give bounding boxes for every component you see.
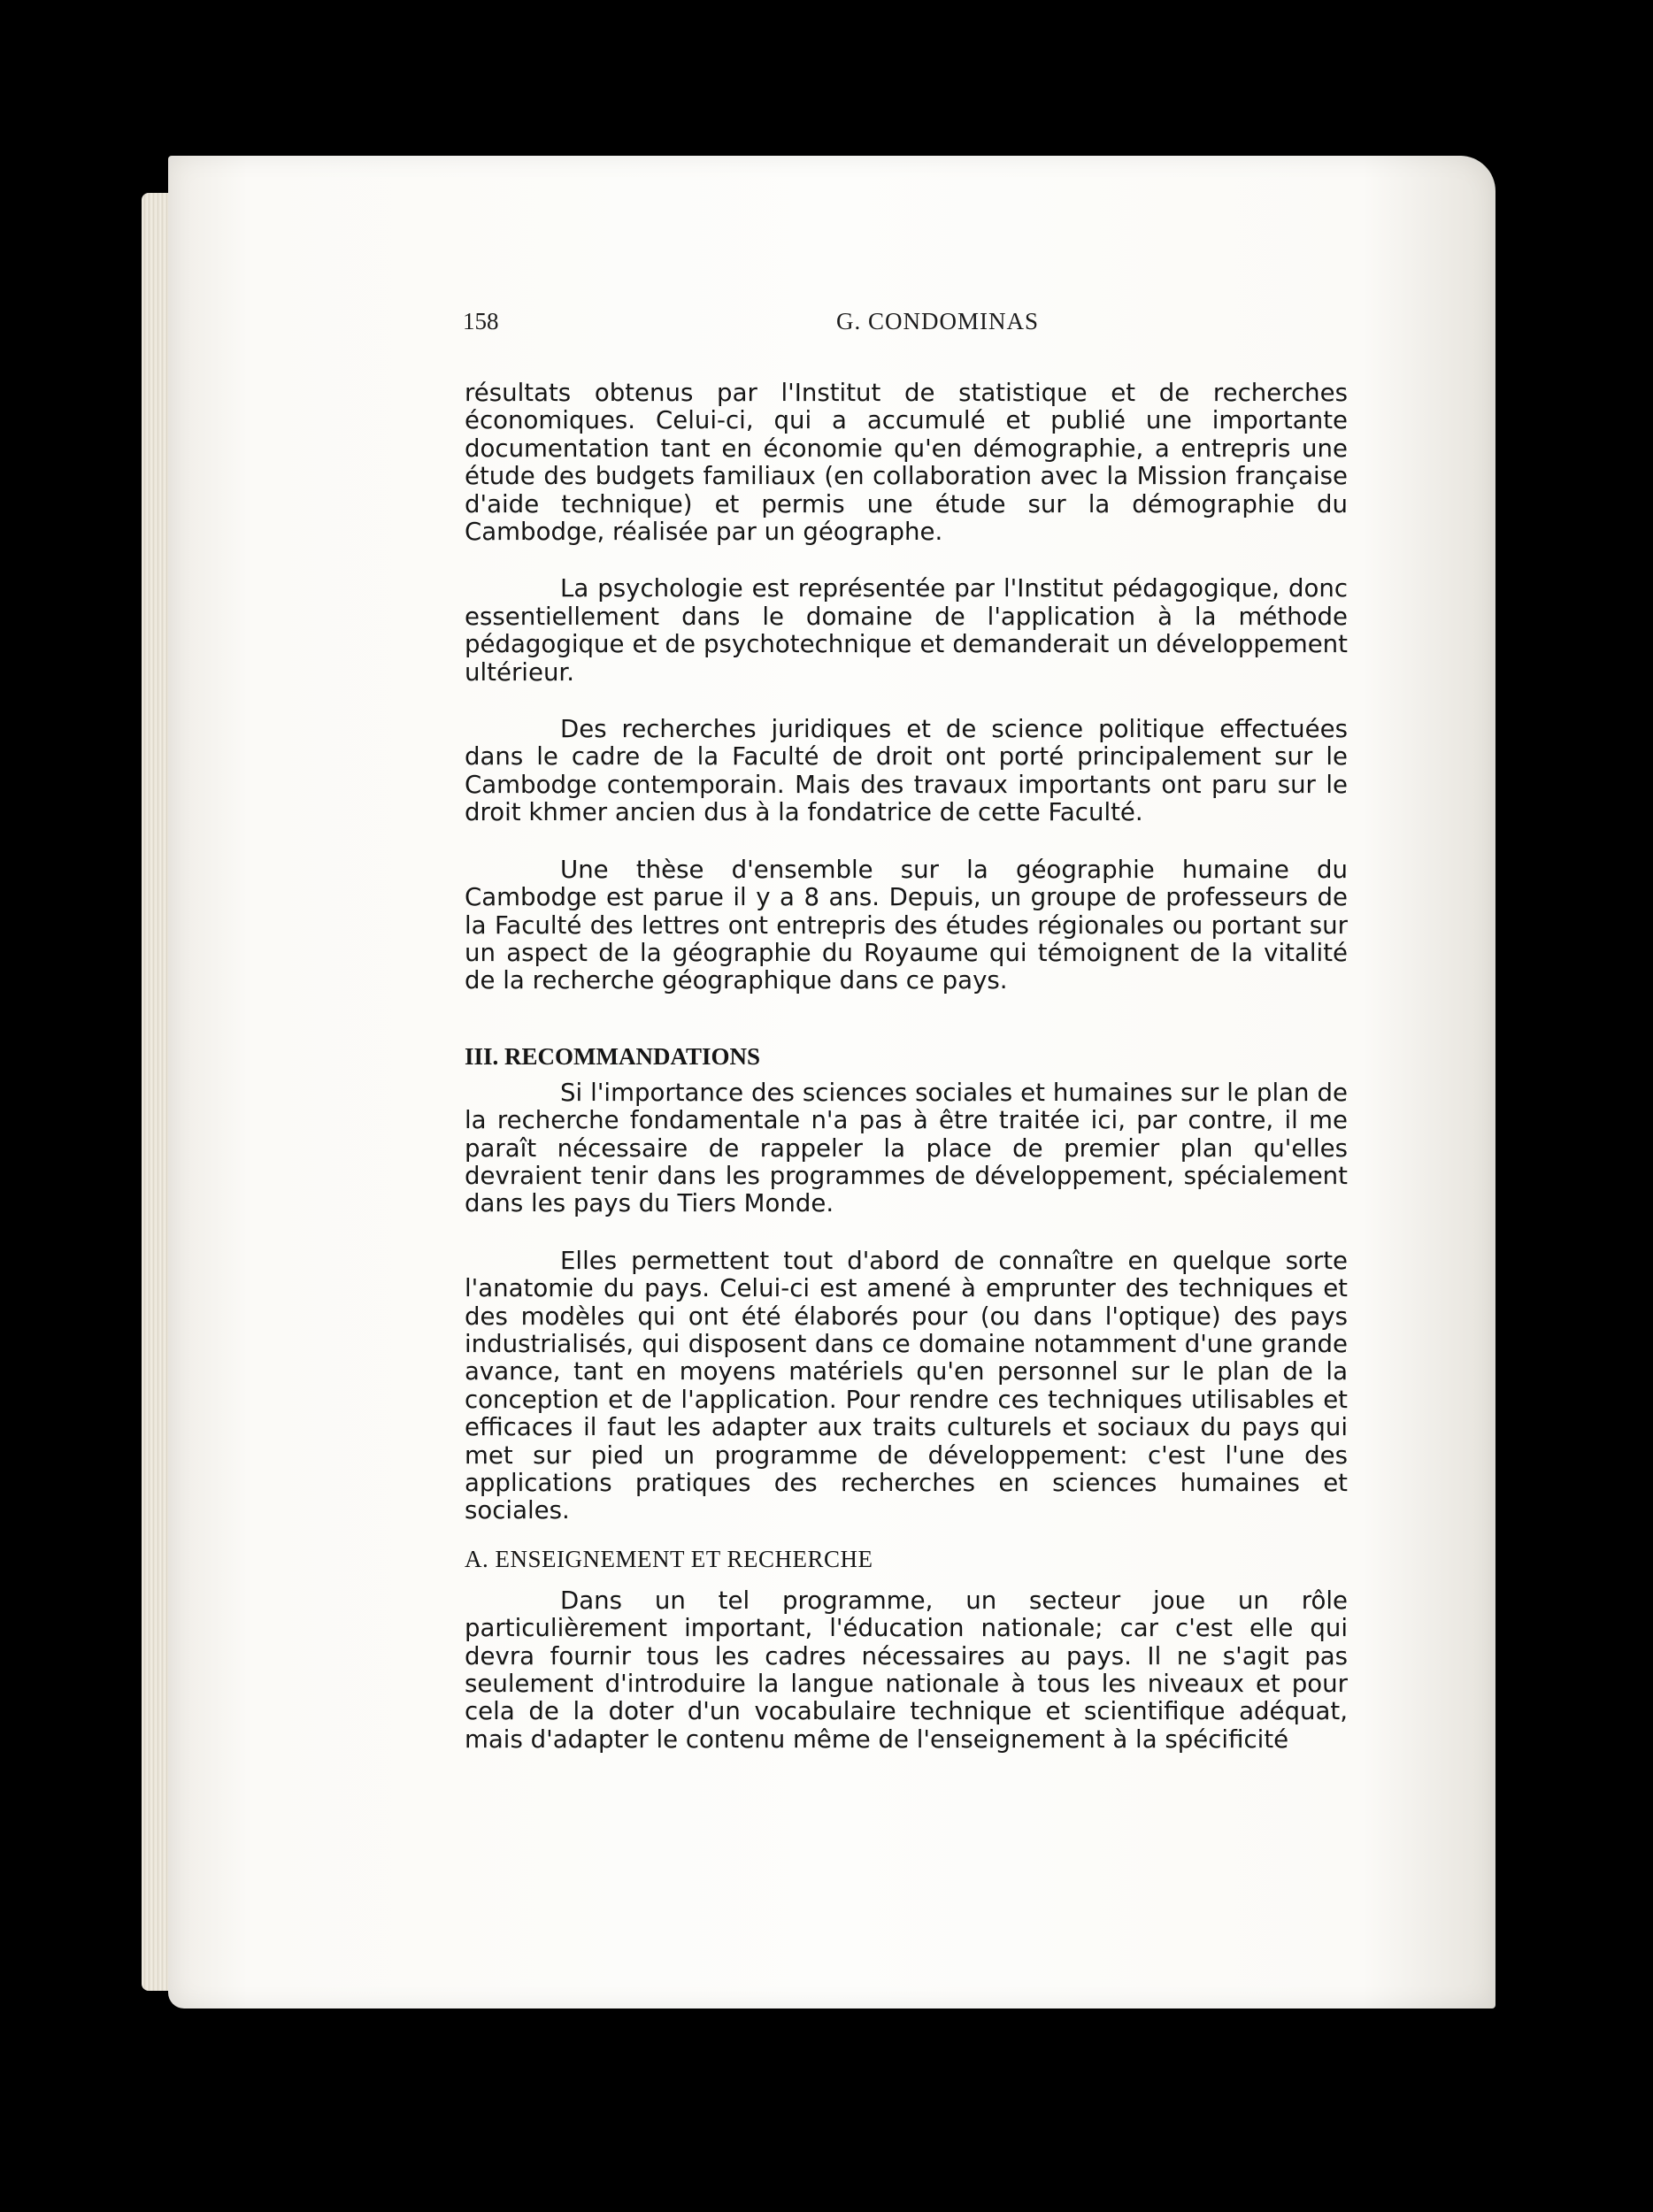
paragraph: La psychologie est représentée par l'Institut pédagogique, donc essentiellement dans le domaine de l'application à la méthode pédagogique et de psychotechnique et demanderait un développement ultérieur.: [465, 573, 1348, 687]
paragraph: Dans un tel programme, un secteur joue un rôle particulièrement important, l'éducation nationale; car c'est elle qui devra fournir tous les cadres nécessaires au pays. Il ne s'agit pas seulement d'introduire la langue nationale à tous les niveaux et pour cela de la doter d'un vocabulaire technique et scientifique adéquat, mais d'adapter le contenu même de l'enseignement à la spécificité: [465, 1585, 1348, 1754]
paragraph: Une thèse d'ensemble sur la géographie humaine du Cambodge est parue il y a 8 ans. Depuis, un groupe de professeurs de la Faculté des lettres ont entrepris des études régionales ou portant sur un aspect de la géographie du Royaume qui témoignent de la vitalité de la recherche géographique dans ce pays.: [465, 854, 1348, 995]
body-text: [465, 379, 1348, 1753]
section-heading: III. RECOMMANDATIONS: [465, 1042, 761, 1070]
subsection-heading: A. ENSEIGNEMENT ET RECHERCHE: [465, 1545, 873, 1572]
paragraph: résultats obtenus par l'Institut de statistique et de recherches économiques. Celui-ci, qui a accumulé et publié une importante documentation tant en économie qu'en démographie, a entrepris une étude des budgets familiaux (en collaboration avec la Mission française d'aide technique) et permis une étude sur la démographie du Cambodge, réalisée par un géographe.: [465, 378, 1348, 547]
paragraph: Elles permettent tout d'abord de connaître en quelque sorte l'anatomie du pays. Celui-ci est amené à emprunter des techniques et des modèles qui ont été élaborés pour (ou dans l'optique) des pays industrialisés, qui disposent dans ce domaine notamment d'une grande avance, tant en moyens matériels qu'en personnel sur le plan de la conception et de l'application. Pour rendre ces techniques utilisables et efficaces il faut les adapter aux traits culturels et sociaux du pays qui met sur pied un programme de développement: c'est l'une des applications pratiques des recherches en sciences humaines et sociales.: [465, 1245, 1348, 1525]
page-number: 158: [463, 308, 499, 334]
running-title: G. CONDOMINAS: [836, 308, 1040, 334]
paragraph: Si l'importance des sciences sociales et humaines sur le plan de la recherche fondamentale n'a pas à être traitée ici, par contre, il me paraît nécessaire de rappeler la place de premier plan qu'elles devraient tenir dans les programmes de développement, spécialement dans les pays du Tiers Monde.: [465, 1077, 1348, 1218]
running-header: [463, 308, 1348, 343]
paragraph: Des recherches juridiques et de science politique effectuées dans le cadre de la Faculté de droit ont porté principalement sur le Cambodge contemporain. Mais des travaux importants ont paru sur le droit khmer ancien dus à la fondatrice de cette Faculté.: [465, 714, 1348, 827]
